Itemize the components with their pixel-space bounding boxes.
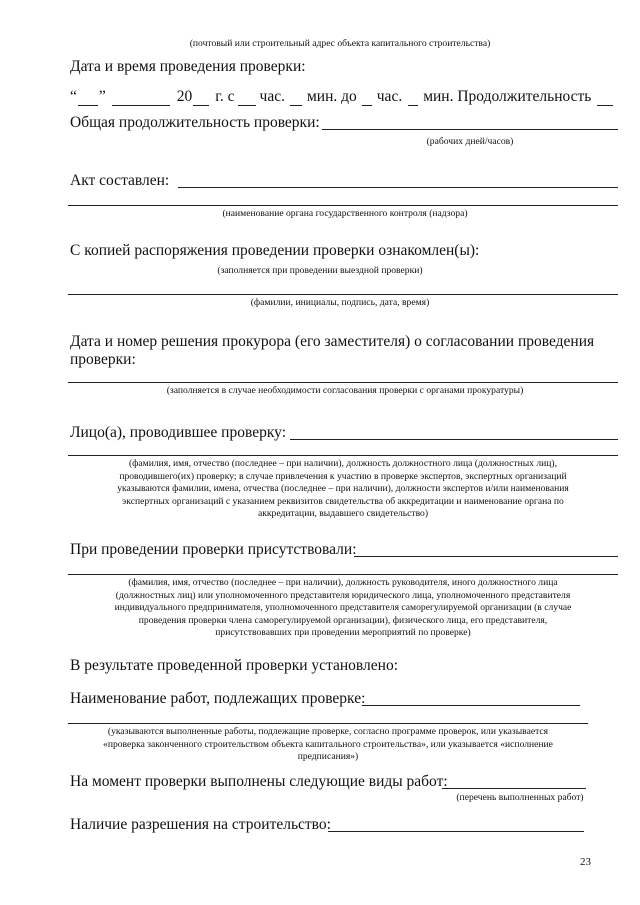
present-caption-line-2: (должностных лиц) или уполномоченного представителя юридического лица, уполномоченного представителя <box>115 589 571 601</box>
start-minute-label: мин. до <box>306 88 357 105</box>
inspectors-caption-line-5: аккредитации, выдавшего свидетельство) <box>257 508 429 519</box>
month-field[interactable] <box>112 91 170 106</box>
present-caption-line-1: (фамилия, имя, отчество (последнее – при наличии), должность руководителя, иного должностного лица <box>128 577 558 588</box>
works-caption-line-3: предписания») <box>297 751 359 762</box>
inspectors-caption-line-3: указываются фамилии, имена, отчества (последнее – при наличии), должности экспертов и/или наименования <box>117 483 569 494</box>
present-label: При проведении проверки присутствовали: <box>70 541 357 558</box>
works-field-line-2[interactable] <box>68 723 588 724</box>
present-caption-line-4: проведения проверки члена саморегулируемой организации), физического лица, его представителя, <box>138 614 548 626</box>
prosecutor-label-line-2: проверки: <box>70 351 136 368</box>
inspectors-caption <box>68 458 618 521</box>
inspectors-caption-line-1: (фамилия, имя, отчество (последнее – при наличии), должность должностного лица (должностных лиц), <box>128 458 558 469</box>
result-label: В результате проведенной проверки установлено: <box>70 657 399 674</box>
inspectors-field[interactable] <box>290 439 618 440</box>
prosecutor-caption: (заполняется в случае необходимости согласования проверки с органами прокуратуры) <box>166 385 524 396</box>
present-caption <box>68 577 618 640</box>
prosecutor-label-line-1: Дата и номер решения прокурора (его заместителя) о согласовании проведения <box>70 333 595 350</box>
act-field[interactable] <box>178 187 618 188</box>
done-caption: (перечень выполненных работ) <box>456 792 584 803</box>
total-duration-label: Общая продолжительность проверки: <box>70 114 320 131</box>
page-number: 23 <box>580 856 591 868</box>
date-row <box>70 88 614 106</box>
total-duration-field[interactable] <box>322 129 618 130</box>
year-from-label: г. с <box>215 88 235 105</box>
inspectors-caption-line-4: экспертных организаций с указанием реквизитов свидетельства об аккредитации и наименование органа по <box>122 495 564 507</box>
works-field[interactable] <box>362 705 580 706</box>
end-minute-label: мин. Продолжительность <box>423 88 592 105</box>
copy-label: С копией распоряжения проведении проверки ознакомлен(ы): <box>70 242 480 259</box>
present-field-line-2[interactable] <box>68 574 618 575</box>
works-label: Наименование работ, подлежащих проверке: <box>70 690 366 707</box>
start-hour-field[interactable] <box>238 91 256 106</box>
works-caption <box>68 726 588 764</box>
date-time-label: Дата и время проведения проверки: <box>70 58 306 75</box>
year-field[interactable] <box>193 91 209 106</box>
present-caption-line-5: присутствовавших при проведении мероприятий по проверке) <box>215 627 471 638</box>
quote-open: “ <box>70 88 77 105</box>
works-caption-line-1: (указываются выполненные работы, подлежащие проверке, согласно программе проверок, или указывается <box>107 726 549 737</box>
total-duration-caption: (рабочих дней/часов) <box>426 136 514 147</box>
permit-field[interactable] <box>328 831 584 832</box>
end-hour-label: час. <box>376 88 403 105</box>
act-field-line-2[interactable] <box>68 205 618 206</box>
end-minute-field[interactable] <box>408 91 418 106</box>
works-caption-line-2: «проверка законченного строительством объекта капитального строительства», или указывается «исполнение <box>103 738 553 750</box>
present-caption-line-3: индивидуального предпринимателя, уполномоченного представителя саморегулируемой организации (в случае <box>114 602 572 613</box>
inspectors-label: Лицо(а), проводившее проверку: <box>70 424 287 441</box>
start-minute-field[interactable] <box>290 91 302 106</box>
done-field[interactable] <box>442 788 586 789</box>
duration-field[interactable] <box>597 91 613 106</box>
address-caption: (почтовый или строительный адрес объекта капитального строительства) <box>189 38 491 49</box>
copy-note: (заполняется при проведении выездной проверки) <box>217 265 423 276</box>
present-field[interactable] <box>354 556 618 557</box>
inspectors-field-line-2[interactable] <box>68 455 618 456</box>
quote-close: ” <box>98 88 106 105</box>
year-prefix: 20 <box>176 88 193 105</box>
copy-caption: (фамилии, инициалы, подпись, дата, время) <box>250 297 430 308</box>
start-hour-label: час. <box>259 88 285 105</box>
act-label: Акт составлен: <box>70 172 170 189</box>
act-caption: (наименование органа государственного контроля (надзора) <box>222 208 468 219</box>
day-field[interactable] <box>78 91 98 106</box>
prosecutor-field[interactable] <box>68 382 618 383</box>
done-label: На момент проверки выполнены следующие виды работ: <box>70 773 448 790</box>
permit-label: Наличие разрешения на строительство: <box>70 816 331 833</box>
end-hour-field[interactable] <box>362 91 372 106</box>
copy-field[interactable] <box>68 294 618 295</box>
inspectors-caption-line-2: проводившего(их) проверку; в случае привлечения к участию в проверке экспертов, экспертных организаций <box>119 470 567 482</box>
